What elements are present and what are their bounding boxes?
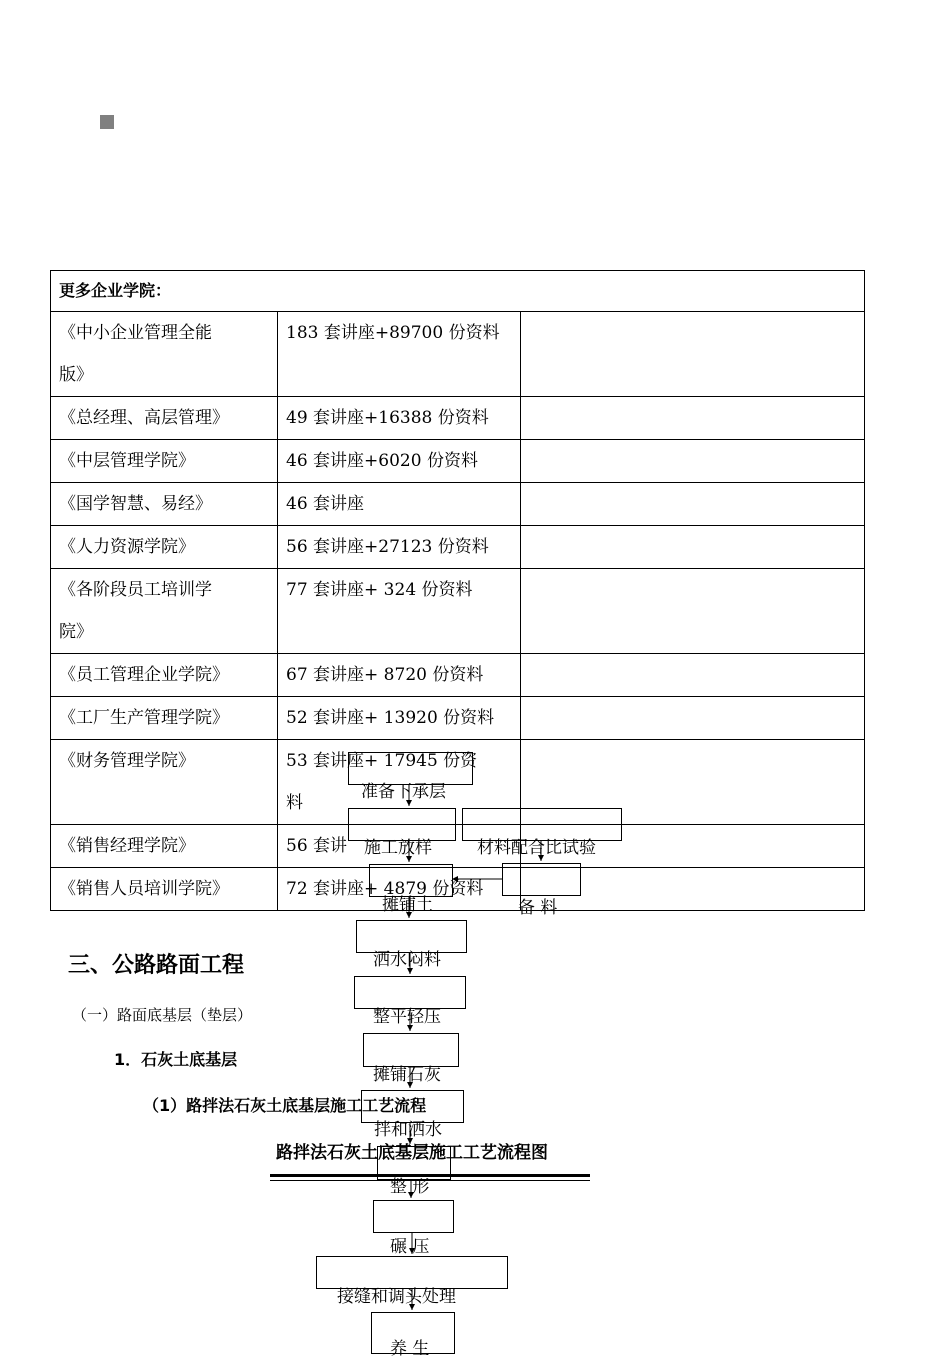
item-heading: 1．石灰土底基层 xyxy=(114,1050,238,1069)
academy-name-cell-line1: 《各阶段员工培训学 xyxy=(59,580,212,600)
academy-content-cell-line1: 53 套讲座+ 17945 份资 xyxy=(286,751,478,771)
academy-name-cell-line2: 院》 xyxy=(59,622,93,642)
flow-chart-title: 路拌法石灰土底基层施工工艺流程图 xyxy=(276,1143,548,1163)
academy-name-cell-line1: 《员工管理企业学院》 xyxy=(59,665,229,685)
academy-name-cell-line2: 版》 xyxy=(59,365,93,385)
section-title: 三、公路路面工程 xyxy=(68,953,245,978)
academy-name-cell-line1: 《工厂生产管理学院》 xyxy=(59,708,229,728)
academy-name-cell-line1: 《财务管理学院》 xyxy=(59,751,195,771)
flow-label-shape: 整 形 xyxy=(390,1177,430,1197)
academy-name-cell-line1: 《销售人员培训学院》 xyxy=(59,879,229,899)
flow-label-stock: 备 料 xyxy=(518,898,558,918)
flow-label-survey: 施工放样 xyxy=(364,838,432,858)
flow-label-spread-soil: 摊铺土 xyxy=(382,895,433,915)
academy-name-cell-line1: 《国学智慧、易经》 xyxy=(59,494,212,514)
flow-box-stock xyxy=(502,863,581,896)
flow-label-spread-lime: 摊铺石灰 xyxy=(373,1065,441,1085)
academy-content-cell-line1: 49 套讲座+16388 份资料 xyxy=(286,408,489,428)
sub-item-heading: （1）路拌法石灰土底基层施工工艺流程 xyxy=(143,1096,427,1115)
academy-name-cell-line1: 《销售经理学院》 xyxy=(59,836,195,856)
flow-label-cure: 养 生 xyxy=(390,1339,430,1359)
academy-content-cell-line1: 67 套讲座+ 8720 份资料 xyxy=(286,665,484,685)
academy-content-cell-line1: 46 套讲座+6020 份资料 xyxy=(286,451,478,471)
flow-label-mix-test: 材料配合比试验 xyxy=(477,838,596,858)
academy-content-cell-line1: 72 套讲座+ 4879 份资料 xyxy=(286,879,484,899)
table-header: 更多企业学院： xyxy=(51,271,865,312)
academy-name-cell-line1: 《总经理、高层管理》 xyxy=(59,408,229,428)
flow-box-roll xyxy=(373,1200,454,1233)
academy-name-cell-line1: 《人力资源学院》 xyxy=(59,537,195,557)
academy-name-cell-line1: 《中小企业管理全能 xyxy=(59,323,212,343)
academy-content-cell-line1: 52 套讲座+ 13920 份资料 xyxy=(286,708,495,728)
flow-label-level: 整平轻压 xyxy=(373,1007,441,1027)
academy-content-cell-line1: 46 套讲座 xyxy=(286,494,365,514)
flow-label-sprinkle: 洒水闷料 xyxy=(373,950,441,970)
academy-content-cell-line1: 183 套讲座+89700 份资料 xyxy=(286,323,500,343)
flow-label-roll: 碾 压 xyxy=(390,1237,430,1257)
academy-content-cell-line2: 料 xyxy=(286,793,303,813)
academy-content-cell-line1: 77 套讲座+ 324 份资料 xyxy=(286,580,473,600)
flow-label-prep: 准备下承层 xyxy=(361,782,446,802)
academy-name-cell-line1: 《中层管理学院》 xyxy=(59,451,195,471)
academy-content-cell-line1: 56 套讲 xyxy=(286,836,348,856)
flow-label-mix-water: 拌和洒水 xyxy=(374,1120,442,1140)
flow-label-joint: 接缝和调头处理 xyxy=(337,1287,456,1307)
academy-content-cell-line1: 56 套讲座+27123 份资料 xyxy=(286,537,489,557)
subsection-title: （一）路面底基层（垫层） xyxy=(72,1006,253,1024)
